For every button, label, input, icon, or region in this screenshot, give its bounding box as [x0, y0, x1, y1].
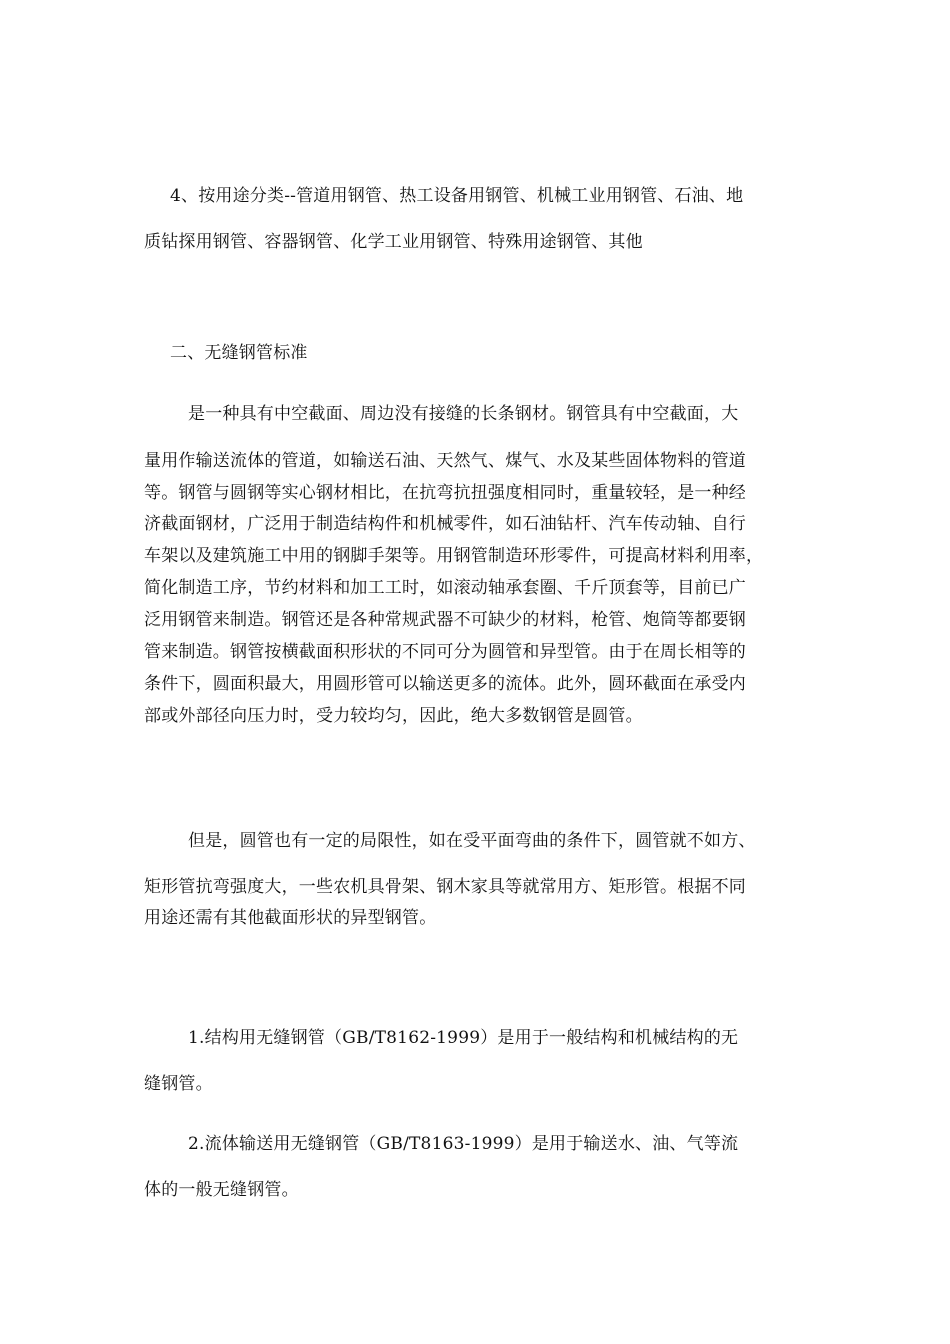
- paragraph-line: 简化制造工序，节约材料和加工工时，如滚动轴承套圈、千斤顶套等，目前已广: [144, 578, 746, 598]
- paragraph-line: 质钻探用钢管、容器钢管、化学工业用钢管、特殊用途钢管、其他: [144, 232, 643, 252]
- section-heading: 二、无缝钢管标准: [170, 343, 308, 363]
- paragraph-line: 车架以及建筑施工中用的钢脚手架等。用钢管制造环形零件，可提高材料利用率，: [144, 546, 764, 566]
- paragraph-line: 济截面钢材，广泛用于制造结构件和机械零件，如石油钻杆、汽车传动轴、自行: [144, 514, 746, 534]
- paragraph-line: 泛用钢管来制造。钢管还是各种常规武器不可缺少的材料，枪管、炮筒等都要钢: [144, 610, 746, 630]
- paragraph-line: 用途还需有其他截面形状的异型钢管。: [144, 908, 437, 928]
- paragraph-line: 条件下，圆面积最大，用圆形管可以输送更多的流体。此外，圆环截面在承受内: [144, 674, 746, 694]
- paragraph-line: 1.结构用无缝钢管（GB/T8162-1999）是用于一般结构和机械结构的无: [188, 1028, 739, 1048]
- paragraph-line: 部或外部径向压力时，受力较均匀，因此，绝大多数钢管是圆管。: [144, 706, 643, 726]
- paragraph-line: 但是，圆管也有一定的局限性，如在受平面弯曲的条件下，圆管就不如方、: [188, 831, 756, 851]
- paragraph-line: 矩形管抗弯强度大，一些农机具骨架、钢木家具等就常用方、矩形管。根据不同: [144, 877, 746, 897]
- paragraph-line: 量用作输送流体的管道，如输送石油、天然气、煤气、水及某些固体物料的管道: [144, 451, 746, 471]
- paragraph-line: 管来制造。钢管按横截面积形状的不同可分为圆管和异型管。由于在周长相等的: [144, 642, 746, 662]
- paragraph-line: 体的一般无缝钢管。: [144, 1180, 299, 1200]
- paragraph-line: 4、按用途分类--管道用钢管、热工设备用钢管、机械工业用钢管、石油、地: [170, 186, 744, 206]
- paragraph-line: 是一种具有中空截面、周边没有接缝的长条钢材。钢管具有中空截面，大: [188, 404, 739, 424]
- paragraph-line: 等。钢管与圆钢等实心钢材相比，在抗弯抗扭强度相同时，重量较轻，是一种经: [144, 483, 746, 503]
- paragraph-line: 2.流体输送用无缝钢管（GB/T8163-1999）是用于输送水、油、气等流: [188, 1134, 739, 1154]
- paragraph-line: 缝钢管。: [144, 1074, 213, 1094]
